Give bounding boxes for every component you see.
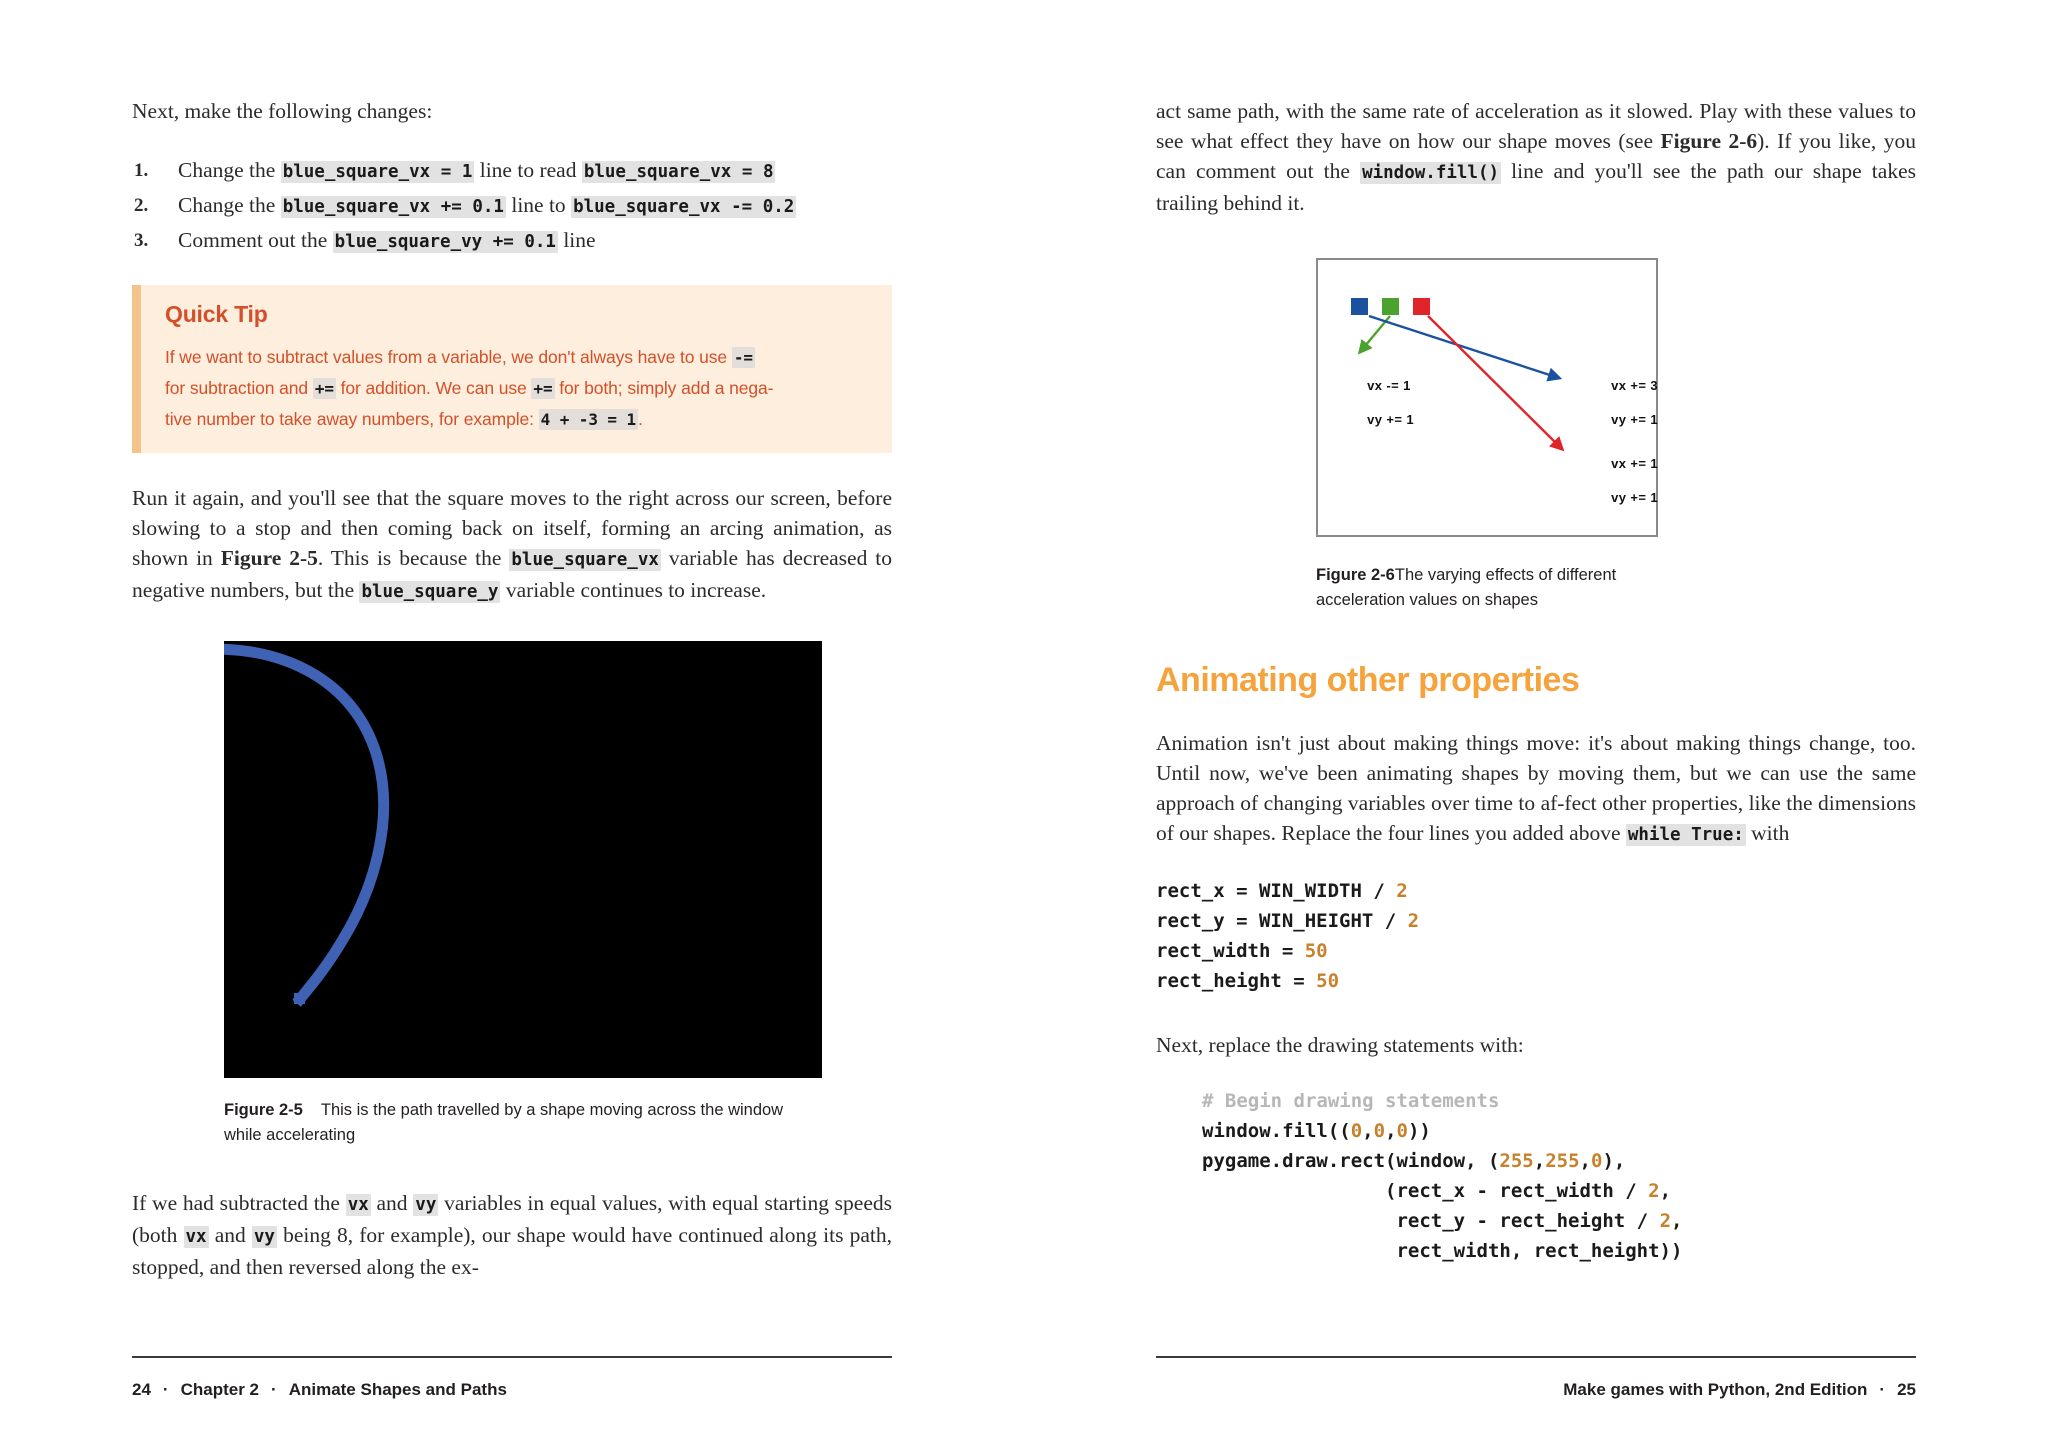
tip-line2-a: for subtraction and — [165, 378, 313, 398]
footer-chapter: Chapter 2 — [180, 1380, 260, 1399]
page-left-footer — [132, 1356, 892, 1400]
quick-tip-content — [141, 285, 892, 453]
paragraph-act-same-path — [1156, 96, 1916, 218]
para1-code-2: blue_square_y — [361, 582, 499, 602]
para2-code-1: vx — [347, 1195, 369, 1215]
code-block-drawing-statements — [1202, 1086, 1916, 1266]
green-label-line-2: vy += 1 — [1367, 412, 1415, 427]
list-item — [178, 154, 892, 189]
green-arrow-label — [1327, 360, 1414, 445]
code2-l6: rect_width, rect_height)) — [1202, 1240, 1683, 1262]
blue-square — [1351, 298, 1368, 315]
tip-line1-code: -= — [733, 348, 753, 367]
rpara1-figure-reference: Figure 2-6 — [1660, 129, 1758, 153]
tip-line2-code-2: += — [533, 379, 553, 398]
code2-l4-a: (rect_x - rect_width / — [1202, 1180, 1649, 1202]
code2-l3-b: , — [1533, 1150, 1546, 1172]
code2-l3-c: , — [1579, 1150, 1591, 1172]
step-1-code-2: blue_square_vx = 8 — [583, 162, 774, 182]
code2-l3-d: ), — [1602, 1150, 1626, 1172]
rpara2-code: while True: — [1627, 825, 1744, 845]
code2-l2-a: window.fill(( — [1202, 1120, 1351, 1142]
tip-line2-code-1: += — [314, 379, 334, 398]
footer-page-number-right: 25 — [1897, 1380, 1916, 1399]
rpara1-code: window.fill() — [1362, 163, 1500, 183]
code2-l5-b: , — [1671, 1210, 1683, 1232]
blue-arrow-label — [1571, 360, 1658, 445]
footer-divider — [132, 1356, 892, 1358]
code1-line1-text: rect_x = WIN_WIDTH / — [1156, 880, 1397, 902]
code2-l5-n: 2 — [1659, 1210, 1672, 1232]
step-3-mid: line — [557, 228, 596, 252]
intro-paragraph: Next, make the following changes: — [132, 99, 433, 123]
para2-a: If we had subtracted the — [132, 1191, 346, 1215]
quick-tip-body — [165, 342, 874, 435]
quick-tip-accent-bar — [132, 285, 141, 453]
page-section-heading: Animating other properties — [1156, 661, 1580, 699]
footer-chapter-title: Animate Shapes and Paths — [288, 1380, 507, 1399]
code2-l2-d: )) — [1407, 1120, 1431, 1142]
para1-c: variable has decreased to negative numbers, but the — [132, 546, 893, 602]
step-3-code-1: blue_square_vy += 0.1 — [334, 232, 556, 252]
figure-2-6-caption-text: The varying effects of different acceleration values on shapes — [1316, 566, 1617, 609]
list-item — [178, 224, 892, 259]
step-1-mid: line to read — [474, 158, 582, 182]
code2-l2-b: , — [1362, 1120, 1374, 1142]
para1-d: variable continues to increase. — [500, 578, 767, 602]
quick-tip-title: Quick Tip — [165, 301, 268, 327]
quick-tip-callout — [132, 285, 892, 453]
list-item — [178, 189, 892, 224]
paragraph-run-it-again — [132, 483, 892, 607]
code2-l4-n: 2 — [1648, 1180, 1660, 1202]
para1-code-1: blue_square_vx — [511, 550, 659, 570]
rpara2-b: with — [1745, 821, 1790, 845]
para1-b: . This is because the — [317, 546, 510, 570]
code1-line2-num: 2 — [1407, 910, 1420, 932]
green-label-line-1: vx -= 1 — [1367, 378, 1411, 393]
code2-l3-a: pygame.draw.rect(window, ( — [1202, 1150, 1500, 1172]
red-arrow — [1428, 316, 1562, 449]
para2-code-4: vy — [253, 1227, 275, 1247]
accelerating-path-curve — [224, 641, 822, 1078]
code-block-rect-init — [1156, 876, 1916, 996]
para1-figure-reference: Figure 2-5 — [220, 546, 318, 570]
code2-l2-n2: 0 — [1373, 1120, 1386, 1142]
red-square — [1413, 298, 1430, 315]
figure-2-5-container — [224, 641, 892, 1148]
page-right-footer — [1156, 1356, 1916, 1400]
tip-line3-code: 4 + -3 = 1 — [540, 410, 637, 429]
figure-2-5-image — [224, 641, 822, 1078]
rpara2-a: Animation isn't just about making things move: it's about making things change, too. Until now, we've been animating shapes by moving them, but we can use the same approach of changing variables over time to af-fect other properties, like the dimensions of our shapes. Replace the four lines you added above — [1156, 731, 1916, 845]
tip-line3-b: . — [638, 409, 643, 429]
footer-left-content — [132, 1380, 892, 1400]
code2-l2-c: , — [1385, 1120, 1397, 1142]
footer-separator-right: · — [1879, 1380, 1886, 1399]
footer-right-content — [1156, 1380, 1916, 1400]
figure-2-6-caption — [1316, 563, 1666, 613]
para2-code-2: vy — [415, 1195, 437, 1215]
green-square — [1382, 298, 1399, 315]
code2-l2-n1: 0 — [1350, 1120, 1363, 1142]
tip-line2-c: for both; simply add a nega- — [554, 378, 774, 398]
step-2-mid: line to — [505, 193, 572, 217]
footer-book-title: Make games with Python, 2nd Edition — [1563, 1380, 1868, 1399]
para2-b: and — [370, 1191, 414, 1215]
figure-2-6-label: Figure 2-6 — [1316, 566, 1395, 584]
code1-line4-text: rect_height = — [1156, 970, 1317, 992]
para2-e: being 8, for example), our shape would have continued along its path, stopped, and then reversed along the ex- — [132, 1223, 892, 1279]
step-1-pre: Change the — [178, 158, 281, 182]
code2-l4-b: , — [1659, 1180, 1672, 1202]
tip-line2-b: for addition. We can use — [335, 378, 532, 398]
figure-2-6-container — [1316, 258, 1916, 613]
paragraph-next-replace: Next, replace the drawing statements with: — [1156, 1033, 1524, 1057]
footer-separator-2: · — [271, 1380, 277, 1399]
code2-l3-n2: 255 — [1545, 1150, 1580, 1172]
rpara1-c: line and you'll see the path our shape takes trailing behind it. — [1156, 159, 1916, 215]
code1-line4-num: 50 — [1316, 970, 1340, 992]
rpara1-b: ). If you like, you can comment out the — [1156, 129, 1917, 183]
rpara1-a: act same path, with the same rate of acceleration as it slowed. Play with these values to see what effect they have on how our shape moves (see — [1156, 99, 1916, 153]
code2-l3-n3: 0 — [1590, 1150, 1603, 1172]
para2-d: and — [208, 1223, 252, 1247]
footer-divider-right — [1156, 1356, 1916, 1358]
step-2-code-2: blue_square_vx -= 0.2 — [573, 197, 795, 217]
blue-label-line-1: vx += 3 — [1611, 378, 1659, 393]
code1-line1-num: 2 — [1396, 880, 1408, 902]
step-2-pre: Change the — [178, 193, 281, 217]
footer-separator-1: · — [162, 1380, 169, 1399]
code1-line3-num: 50 — [1304, 940, 1328, 962]
step-1-code-1: blue_square_vx = 1 — [282, 162, 473, 182]
figure-2-6-image — [1316, 258, 1658, 537]
code2-l2-n3: 0 — [1396, 1120, 1408, 1142]
page-right — [1024, 0, 2048, 1452]
red-label-line-1: vx += 1 — [1611, 456, 1659, 471]
code2-comment: # Begin drawing statements — [1202, 1090, 1500, 1112]
paragraph-animation-intro — [1156, 728, 1916, 850]
figure-2-5-caption — [224, 1098, 824, 1148]
para2-code-3: vx — [185, 1227, 207, 1247]
figure-2-5-label: Figure 2-5 — [224, 1101, 303, 1119]
code1-line3-text: rect_width = — [1156, 940, 1305, 962]
change-steps-list — [132, 154, 892, 259]
code1-line2-text: rect_y = WIN_HEIGHT / — [1156, 910, 1408, 932]
code2-l3-n1: 255 — [1499, 1150, 1534, 1172]
tip-line3-a: tive number to take away numbers, for example: — [165, 409, 539, 429]
blue-label-line-2: vy += 1 — [1611, 412, 1659, 427]
paragraph-if-we-had-subtracted — [132, 1188, 892, 1282]
step-2-code-1: blue_square_vx += 0.1 — [282, 197, 504, 217]
red-arrow-label — [1571, 438, 1658, 523]
red-label-line-2: vy += 1 — [1611, 490, 1659, 505]
figure-2-5-caption-text: This is the path travelled by a shape moving across the window while accelerating — [224, 1101, 784, 1144]
step-3-pre: Comment out the — [178, 228, 333, 252]
footer-page-number: 24 — [132, 1380, 151, 1399]
tip-line1-text: If we want to subtract values from a variable, we don't always have to use — [165, 347, 732, 367]
para2-c: variables in equal values, with equal starting speeds (both — [132, 1191, 892, 1247]
para1-a: Run it again, and you'll see that the square moves to the right across our screen, before slowing to a stop and then coming back on itself, forming an arcing animation, as shown in — [132, 486, 892, 570]
code2-l5-a: rect_y - rect_height / — [1202, 1210, 1660, 1232]
